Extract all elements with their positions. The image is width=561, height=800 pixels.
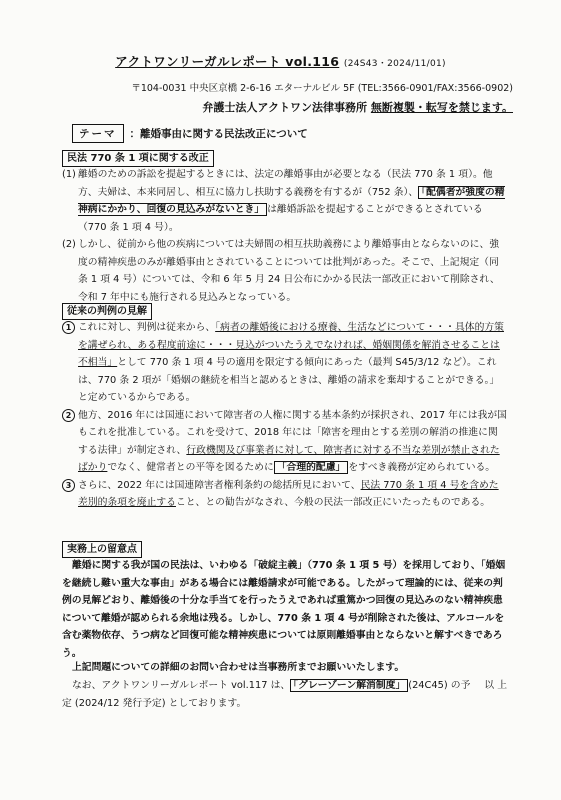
closing-block	[62, 659, 507, 713]
underlined-text: 行政機関及び事業者に対して、障害者に対する不当な差別が禁止されたばかり	[78, 444, 500, 473]
section-heading-practice: 実務上の留意点	[62, 541, 142, 558]
paragraph	[62, 319, 507, 407]
highlight-text: 「配偶者が強度の精神病にかかり、回復の見込みがないとき」	[78, 186, 505, 215]
paragraph	[62, 477, 507, 512]
paragraph	[62, 407, 507, 477]
underlined-text: 民法 770 条 1 項 4 号を含めた差別的条項を廃止する	[78, 479, 499, 508]
theme-label: テーマ	[72, 124, 124, 143]
paragraph-text: しかし、従前から他の疾病については夫婦間の相互扶助義務により離婚事由とならないのに、強度の精神疾患のみが離婚事由とされていることについては批判があった。そこで、上記規定（同条 1 項 4 号）については、令和 6 年 5 月 24 日公布にかかる民法一部改正において削除され、令和 7 年中にも施行される見込みとなっている。	[78, 239, 500, 303]
circled-number: 1	[62, 321, 75, 334]
paragraph	[62, 236, 507, 306]
section-heading-amendment: 民法 770 条 1 項に関する改正	[62, 150, 214, 167]
section-precedent-body	[62, 319, 507, 512]
copyright-notice: 無断複製・転写を禁じます。	[370, 101, 513, 114]
end-mark: 以 上	[484, 680, 507, 691]
paragraph-text: なお、アクトワンリーガルレポート vol.117 は、	[72, 680, 291, 691]
paragraph-text: こと、との勧告がなされ、今般の民法一部改正にいたったものである。	[175, 497, 491, 508]
report-title	[0, 52, 561, 70]
paragraph-text: 離婚のための訴訟を提起するときには、法定の離婚事由が必要となる（民法 770 条 1 項）。他方、夫婦は、本来同居し、相互に協力し扶助する義務を有するが（752 条）、	[78, 169, 493, 198]
report-issue: (24S43・2024/11/01)	[343, 59, 446, 69]
firm-name: 弁護士法人アクトワン法律事務所	[202, 101, 368, 114]
paragraph-text: これに対し、判例は従来から、	[78, 322, 216, 333]
paragraph-text: は離婚訴訟を提起することができるとされている（770 条 1 項 4 号）。	[78, 204, 483, 233]
section-heading-precedent: 従来の判例の見解	[62, 303, 152, 320]
paragraph-text: でなく、健常者との平等を図るために	[107, 462, 274, 473]
section-practice-body: 離婚に関する我が国の民法は、いわゆる「破綻主義」（770 条 1 項 5 号）を採用しており、「婚姻を継続し難い重大な事由」がある場合には離婚請求が可能である。したがって理論的には、従来の判例の見解どおり、離婚後の十分な手当てを行ったうえであれば重篤かつ回復の見込みのない精神疾患について離婚が認められる余地は残る。しかし、770 条 1 項 4 号が削除された後は、アルコールを含む薬物依存、うつ病など回復可能な精神疾患については原則離婚事由とならないと解すべきであろう。	[62, 560, 506, 659]
paragraph-text: さらに、2022 年には国連障害者権利条約の総括所見において、	[78, 479, 361, 491]
theme-line	[72, 124, 308, 143]
paragraph	[62, 166, 507, 236]
report-title-text: アクトワンリーガルレポート vol.116	[115, 54, 340, 69]
firm-line	[202, 99, 513, 115]
highlight-text: 「合理的配慮」	[274, 461, 349, 474]
highlight-text: 「グレーゾーン解消制度」	[290, 679, 408, 692]
underlined-text: 「病者の離婚後における療養、生活などについて・・・具体的方策を講ぜられ、ある程度前途に・・・見込がついたうえでなければ、婚姻関係を解消させることは不相当」	[78, 322, 504, 368]
next-issue-line	[62, 677, 507, 713]
circled-number: 2	[62, 409, 75, 422]
paragraph-text: 他方、2016 年には国連において障害者の人権に関する基本条約が採択され、2017 年には我が国もこれを批准している。これを受けて、2018 年には「障害を理由とする差別の解消の推進に関する法律」が制定され、	[78, 409, 507, 456]
firm-address: 〒104-0031 中央区京橋 2-6-16 エターナルビル 5F (TEL:3566-0901/FAX:3566-0902)	[131, 83, 513, 94]
paragraph-text: をすべき義務が定められている。	[348, 462, 496, 473]
theme-text: ：離婚事由に関する民法改正について	[129, 128, 308, 140]
paragraph-text: (24C45) の予定 (2024/12 発行予定) としております。	[62, 680, 471, 709]
section-amendment-body	[62, 166, 507, 306]
paragraph-number: (1)	[62, 169, 76, 180]
paragraph-text: として 770 条 1 項 4 号の適用を限定する傾向にあった（最判 S45/3/12 など）。これは、770 条 2 項が「婚姻の継続を相当と認めるときは、離婚の請求を棄却することができる。」と定めているからである。	[78, 357, 500, 403]
paragraph-number: (2)	[62, 239, 76, 250]
contact-line: 上記問題についての詳細のお問い合わせは当事務所までお願いいたします。	[72, 662, 405, 673]
circled-number: 3	[62, 479, 75, 492]
